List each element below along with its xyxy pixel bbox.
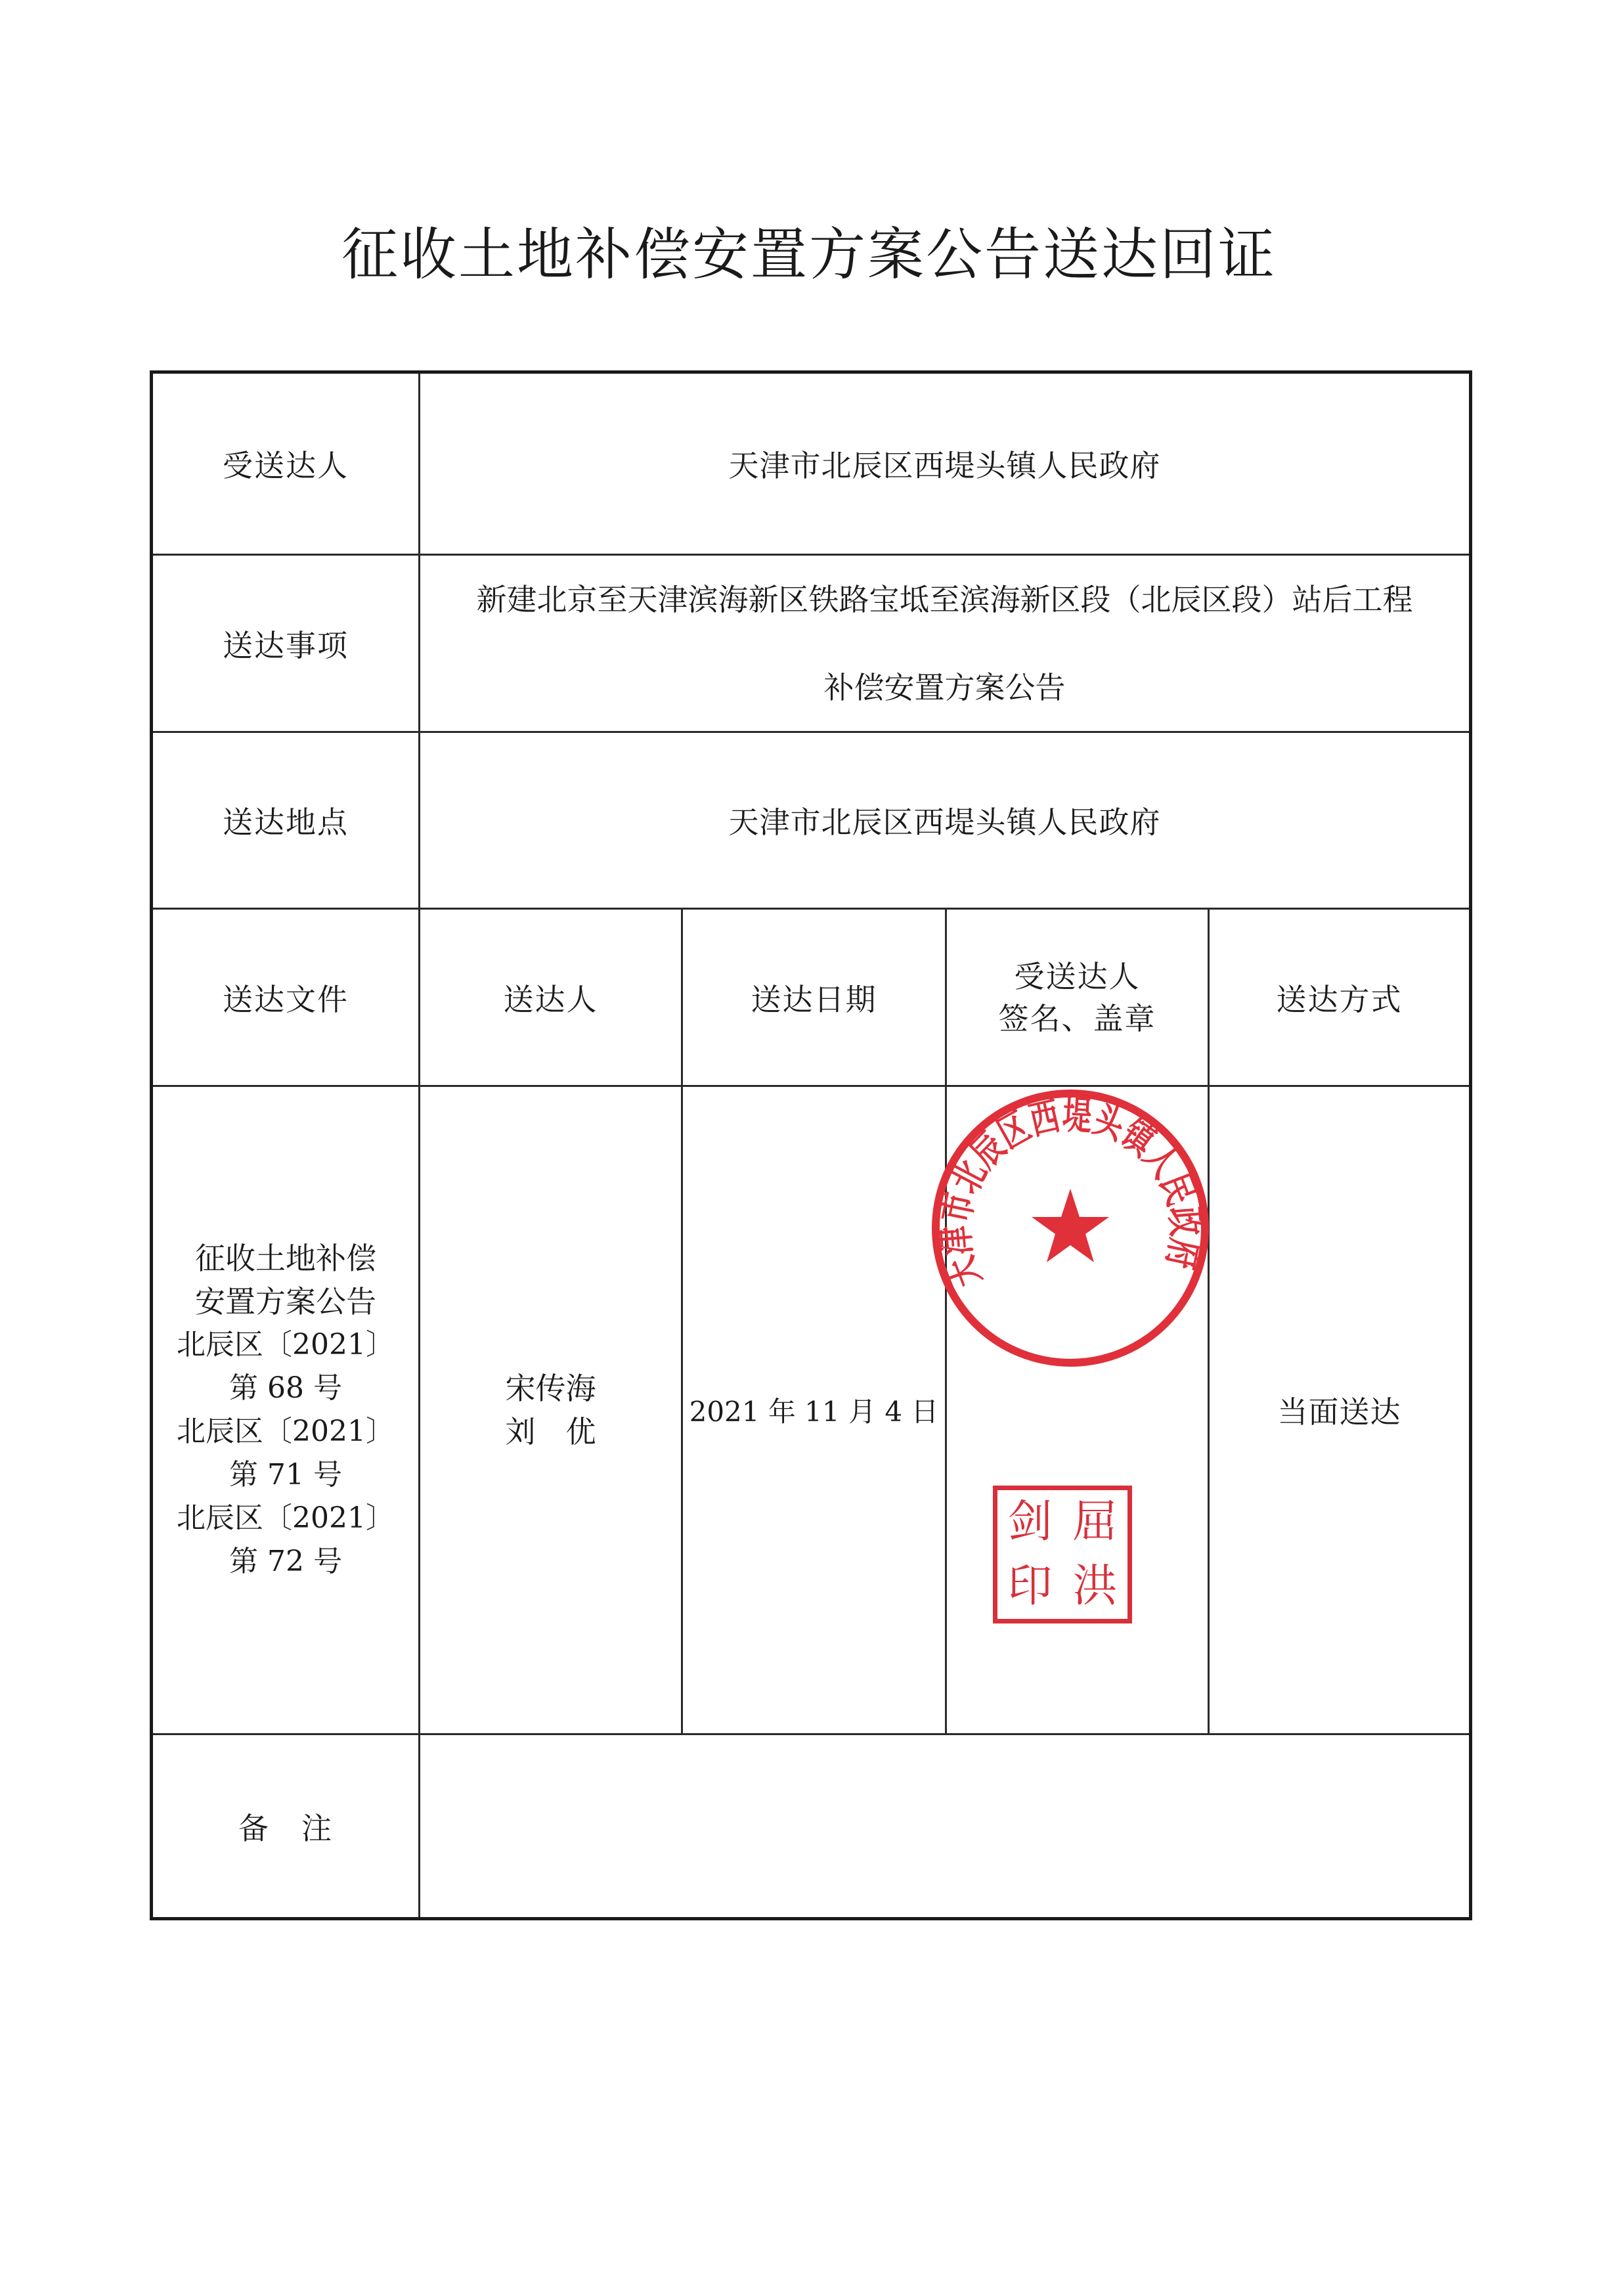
document-line: 第 72 号 xyxy=(229,1545,342,1578)
document-line: 第 68 号 xyxy=(229,1371,342,1405)
server-name: 刘 优 xyxy=(505,1414,596,1449)
document-list xyxy=(153,1087,418,1733)
matter-line-1: 新建北京至天津滨海新区铁路宝坻至滨海新区段（北辰区段）站后工程 xyxy=(476,581,1413,617)
location-value: 天津市北辰区西堤头镇人民政府 xyxy=(728,805,1161,840)
chop-char: 印 xyxy=(1007,1560,1053,1612)
official-seal xyxy=(926,1084,1215,1373)
matter-line-2: 补偿安置方案公告 xyxy=(823,669,1066,705)
delivery-method: 当面送达 xyxy=(1277,1394,1401,1430)
header-method: 送达方式 xyxy=(1276,981,1403,1017)
recipient-label: 受送达人 xyxy=(223,448,349,483)
header-server: 送达人 xyxy=(503,981,598,1017)
document-line: 北辰区〔2021〕 xyxy=(177,1415,395,1448)
chop-char: 屈 xyxy=(1072,1496,1118,1548)
document-line: 安置方案公告 xyxy=(195,1284,376,1319)
server-names xyxy=(420,1087,681,1733)
seal-text: 天津市北辰区西堤头镇人民政府 xyxy=(930,1090,1210,1294)
header-date: 送达日期 xyxy=(751,981,877,1017)
document-line: 第 71 号 xyxy=(229,1458,342,1491)
chop-char: 剑 xyxy=(1007,1496,1053,1548)
personal-seal xyxy=(993,1486,1132,1623)
delivery-date: 2021 年 11 月 4 日 xyxy=(689,1396,939,1428)
document-line: 北辰区〔2021〕 xyxy=(177,1328,395,1361)
official-seal-graphic xyxy=(926,1084,1215,1373)
document-line: 北辰区〔2021〕 xyxy=(177,1501,395,1535)
header-signature xyxy=(947,910,1208,1085)
matter-value xyxy=(420,556,1469,731)
header-document: 送达文件 xyxy=(223,981,349,1017)
header-signature-line-2: 签名、盖章 xyxy=(998,1000,1156,1036)
delivery-receipt-form xyxy=(150,370,1472,1920)
location-label: 送达地点 xyxy=(223,805,349,840)
remarks-value xyxy=(420,1735,1469,1917)
recipient-value: 天津市北辰区西堤头镇人民政府 xyxy=(728,448,1161,483)
header-signature-line-1: 受送达人 xyxy=(1014,958,1141,994)
document-line: 征收土地补偿 xyxy=(195,1241,376,1276)
chop-char: 洪 xyxy=(1072,1560,1118,1612)
star-icon xyxy=(1032,1189,1109,1262)
page-title: 征收土地补偿安置方案公告送达回证 xyxy=(341,222,1277,288)
remarks-label: 备 注 xyxy=(238,1810,333,1846)
server-name: 宋传海 xyxy=(505,1371,596,1406)
matter-label: 送达事项 xyxy=(223,627,349,663)
